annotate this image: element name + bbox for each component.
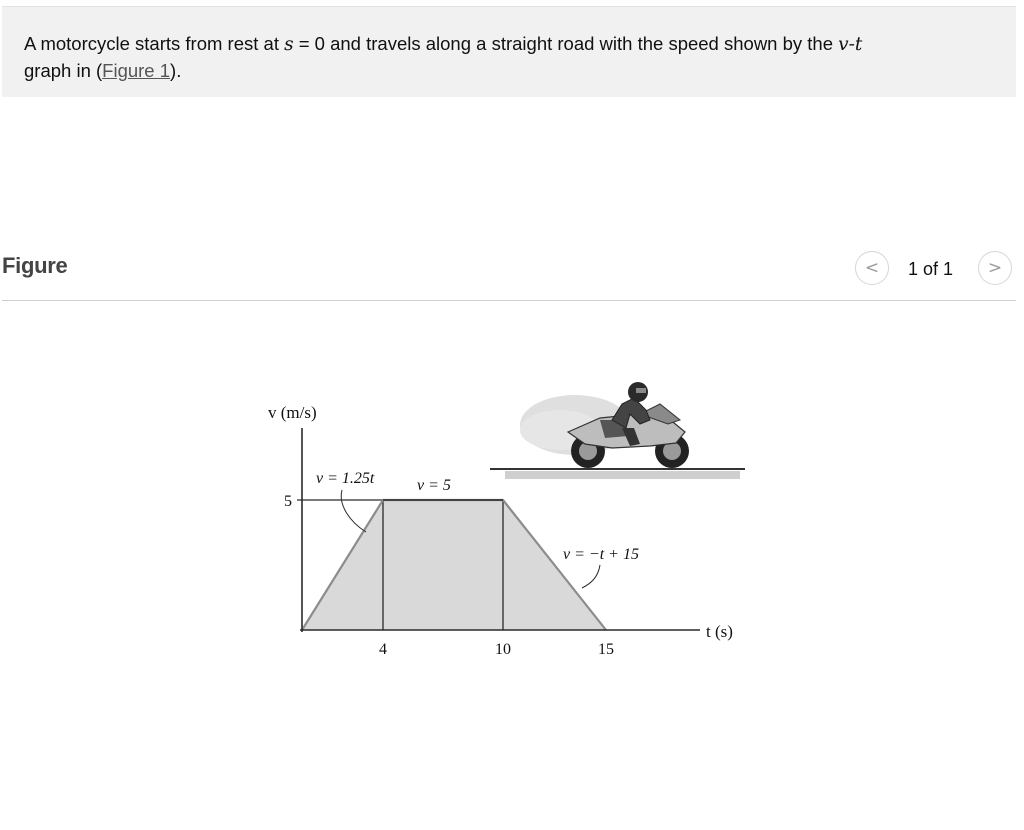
x-tick-15: 15 <box>598 641 614 658</box>
leader-line-acceleration <box>341 490 366 532</box>
figure-title: Figure <box>2 253 68 278</box>
area-under-curve <box>302 500 606 630</box>
y-axis-label: v (m/s) <box>268 403 317 422</box>
x-tick-10: 10 <box>495 641 511 658</box>
equation-constant: v = 5 <box>417 477 451 494</box>
x-axis-label: t (s) <box>706 622 733 641</box>
problem-text-part-2: = 0 and travels along a straight road with the speed shown by the <box>293 33 839 54</box>
equation-acceleration: v = 1.25t <box>316 470 375 487</box>
problem-text-part-1: A motorcycle starts from rest at <box>24 33 285 54</box>
chevron-right-icon: > <box>987 258 1003 278</box>
problem-text-part-4: ). <box>170 60 182 81</box>
equation-deceleration: v = −t + 15 <box>563 546 639 563</box>
problem-text-part-3: graph in ( <box>24 60 103 81</box>
variable-s: s <box>284 34 294 55</box>
motorcycle-rider-illustration <box>490 382 745 479</box>
y-tick-5: 5 <box>284 493 292 510</box>
figure-link[interactable]: Figure 1 <box>102 60 171 81</box>
figure-pagination: 1 of 1 <box>908 259 954 279</box>
leader-line-deceleration <box>582 565 600 588</box>
x-tick-4: 4 <box>379 641 387 658</box>
chevron-left-icon: < <box>864 258 880 278</box>
variable-v-t: v-t <box>838 34 863 55</box>
